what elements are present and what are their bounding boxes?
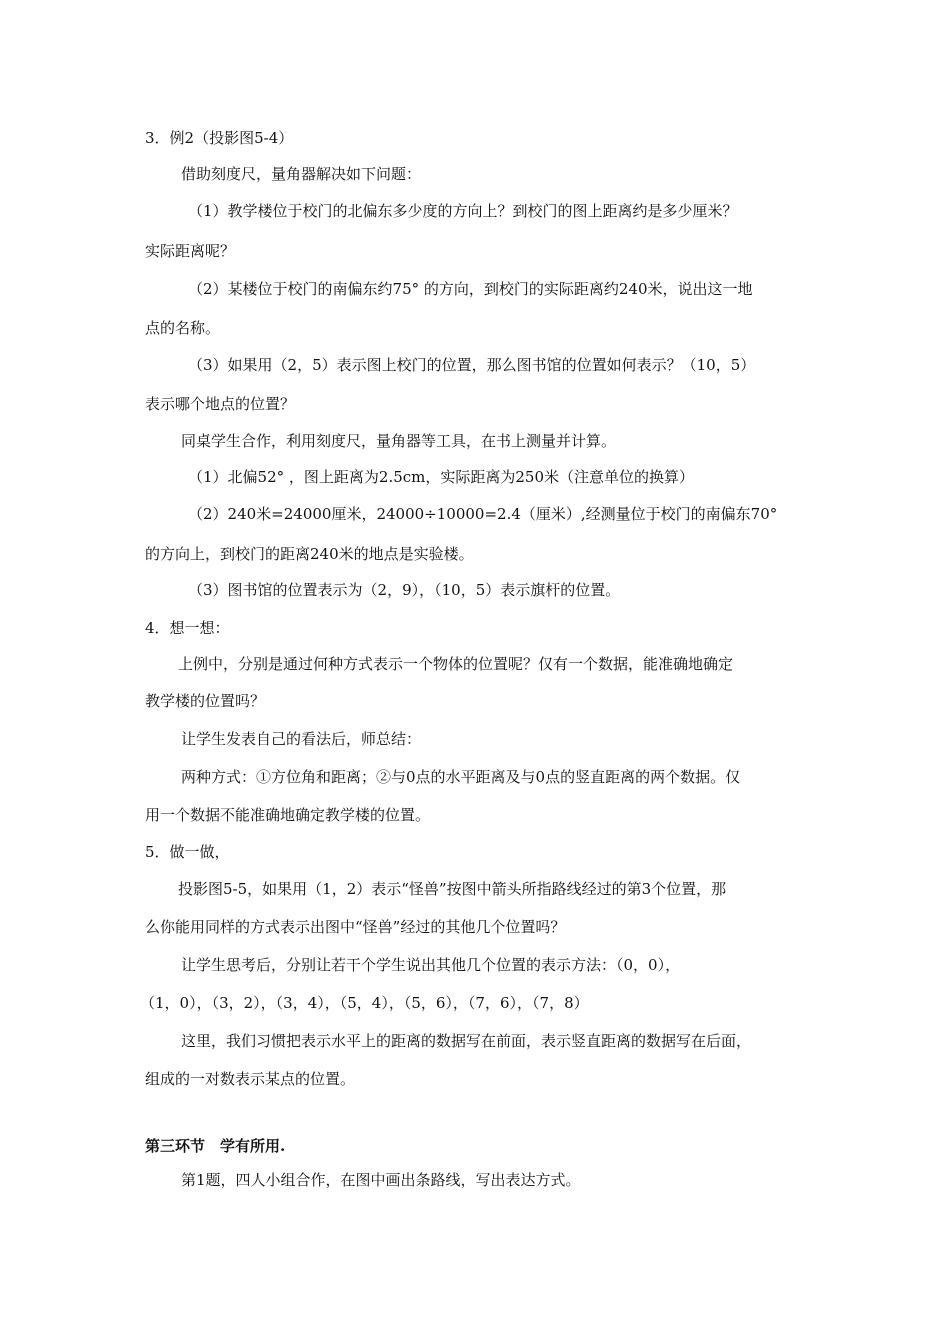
question-3-cont: 表示哪个地点的位置？ xyxy=(145,395,296,413)
paragraph-cont: 么你能用同样的方式表示出图中“怪兽”经过的其他几个位置吗？ xyxy=(145,918,566,936)
answer-2-cont: 的方向上，到校门的距离240米的地点是实验楼。 xyxy=(145,545,474,563)
paragraph: 这里，我们习惯把表示水平上的距离的数据写在前面，表示竖直距离的数据写在后面， xyxy=(181,1032,752,1050)
section-heading-bold: 第三环节 学有所用. xyxy=(145,1137,286,1155)
section-3-heading: 3．例2（投影图5-4） xyxy=(145,129,294,147)
paragraph-cont: 组成的一对数表示某点的位置。 xyxy=(145,1070,356,1088)
question-1-cont: 实际距离呢？ xyxy=(145,242,236,260)
paragraph: 两种方式：①方位角和距离；②与0点的水平距离及与0点的竖直距离的两个数据。仅 xyxy=(181,768,741,786)
answer-2: （2）240米=24000厘米，24000÷10000=2.4（厘米）,经测量位于校门的南偏东70° xyxy=(188,505,778,523)
question-1: （1）教学楼位于校门的北偏东多少度的方向上？到校门的图上距离约是多少厘米？ xyxy=(188,202,738,220)
question-2: （2）某楼位于校门的南偏东约75° 的方向，到校门的实际距离约240米，说出这一地 xyxy=(188,280,753,298)
paragraph: 让学生发表自己的看法后，师总结： xyxy=(181,730,422,748)
paragraph: 借助刻度尺，量角器解决如下问题： xyxy=(181,165,422,183)
paragraph-cont: 用一个数据不能准确地确定教学楼的位置。 xyxy=(145,806,431,824)
paragraph: 上例中，分别是通过何种方式表示一个物体的位置呢？仅有一个数据，能准确地确定 xyxy=(178,655,734,673)
section-5-heading: 5．做一做， xyxy=(145,843,230,861)
paragraph: 投影图5-5，如果用（1，2）表示“怪兽”按图中箭头所指路线经过的第3个位置，那 xyxy=(178,880,727,898)
question-2-cont: 点的名称。 xyxy=(145,319,221,337)
answer-3: （3）图书馆的位置表示为（2，9），（10，5）表示旗杆的位置。 xyxy=(188,581,621,599)
answer-1: （1）北偏52° ，图上距离为2.5cm，实际距离为250米（注意单位的换算） xyxy=(188,468,695,486)
paragraph: 同桌学生合作，利用刻度尺，量角器等工具，在书上测量并计算。 xyxy=(181,432,617,450)
coordinates-list: （1，0），（3，2），（3，4），（5，4），（5，6），（7，6），（7，8） xyxy=(140,994,589,1012)
section-4-heading: 4．想一想： xyxy=(145,619,230,637)
paragraph: 让学生思考后，分别让若干个学生说出其他几个位置的表示方法：（0，0）， xyxy=(181,956,681,974)
question-3: （3）如果用（2，5）表示图上校门的位置，那么图书馆的位置如何表示？（10，5） xyxy=(188,356,756,374)
paragraph: 第1题，四人小组合作，在图中画出条路线，写出表达方式。 xyxy=(181,1171,581,1189)
paragraph-cont: 教学楼的位置吗？ xyxy=(145,692,266,710)
